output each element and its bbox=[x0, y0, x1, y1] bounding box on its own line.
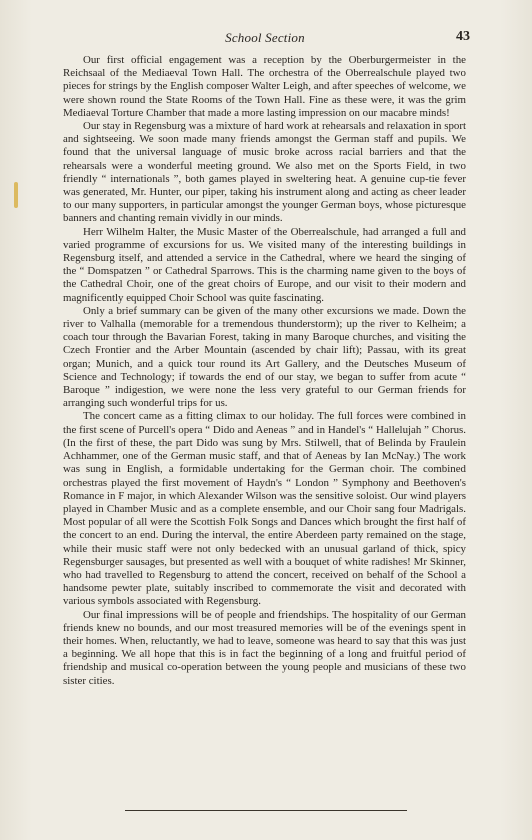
paragraph-reception: Our first official engagement was a reception by the Oberburgermeister in the Reichsaal of the Mediaeval Town Hall. The orchestra of the Oberrealschule played two pieces for strings by the English composer Walter Leigh, and after speeches of welcome, we were shown round the State Rooms of the Town Hall. Fine as these were, it was the grim Mediaeval Torture Chamber that made a more lasting impression on our macabre minds! bbox=[63, 54, 466, 119]
paragraph-excursions-programme: Herr Wilhelm Halter, the Music Master of the Oberrealschule, had arranged a full and varied programme of excursions for us. We visited many of the interesting buildings in Regensburg itself, and attended a service in the Cathedral, where we heard the singing of the “ Domspatzen ” or Cathedral Sparrows. This is the charming name given to the boys of the Cathedral Choir, one of the great choirs of Europe, and our visit to their modern and magnificently equipped Choir School was quite fascinating. bbox=[63, 225, 466, 304]
paragraph-concert: The concert came as a fitting climax to our holiday. The full forces were combined in the first scene of Purcell's opera “ Dido and Aeneas ” and in Handel's “ Hallelujah ” Chorus. (In the first of these, the part Dido was sung by Mrs. Stilwell, that of Belinda by Fraulein Achhammer, one of the German music staff, and that of Aeneas by Ian McNay.) The work was sung in English, a formidable undertaking for the German choir. The combined orchestras played the first movement of Haydn's “ London ” Symphony and Beethoven's Romance in F major, in which Alexander Wilson was the sensitive soloist. Our wind players played in Chamber Music and as a complete ensemble, and our Choir sang four Madrigals. Most popular of all were the Scottish Folk Songs and Dances which brought the first half of the concert to an end. During the interval, the entire Aberdeen party remained on the stage, while their music staff were not only bedecked with an unusual garland of thick, spicy Regensburger sausages, but presented as well with a bouquet of white radishes! Mr Skinner, who had travelled to Regensburg to attend the concert, received on behalf of the School a handsome pewter plate, suitably inscribed to commemorate the visit and decorated with various symbols associated with Regensburg. bbox=[63, 410, 466, 608]
paragraph-excursions-summary: Only a brief summary can be given of the many other excursions we made. Down the river to Valhalla (memorable for a tremendous thunderstorm); up the river to Kelheim; a coach tour through the Bavarian Forest, taking in many Baroque churches, and visiting the Czech Frontier and the Arber Mountain (ascended by chair lift); Passau, with its great organ; Munich, and a quick tour round its Art Gallery, and the Deutsches Museum of Science and Technology; if towards the end of our stay, we began to suffer from acute “ Baroque ” indigestion, we were none the less very grateful to our German friends for arranging such wonderful trips for us. bbox=[63, 304, 466, 410]
running-header bbox=[60, 30, 470, 50]
article-body bbox=[63, 54, 466, 688]
paragraph-impressions: Our final impressions will be of people and friendships. The hospitality of our German friends knew no bounds, and our most treasured memories will be of the evenings spent in their homes. When, reluctantly, we had to leave, someone was heard to say that this was just a beginning. We all hope that this is in fact the beginning of a long and fruitful period of friendship and musical co-operation between the young people and musicians of these two sister cities. bbox=[63, 608, 466, 687]
footer-rule bbox=[125, 810, 407, 811]
page-number: 43 bbox=[456, 29, 470, 44]
section-title: School Section bbox=[225, 30, 305, 45]
margin-mark bbox=[14, 182, 18, 208]
paragraph-stay: Our stay in Regensburg was a mixture of hard work at rehearsals and relaxation in sport and sightseeing. We soon made many friends amongst the German staff and pupils. We found that the universal language of music broke across racial barriers and that the rehearsals were a wonderful meeting ground. We also met on the Sports Field, in two friendly “ internationals ”, both games played in sweltering heat. A genuine cup-tie fever was generated, Mr. Hunter, our piper, taking his instrument along and acting as cheer leader to our many supporters, in particular amongst the younger German boys, whose picturesque banners and chanting remain vividly in our minds. bbox=[63, 120, 466, 225]
